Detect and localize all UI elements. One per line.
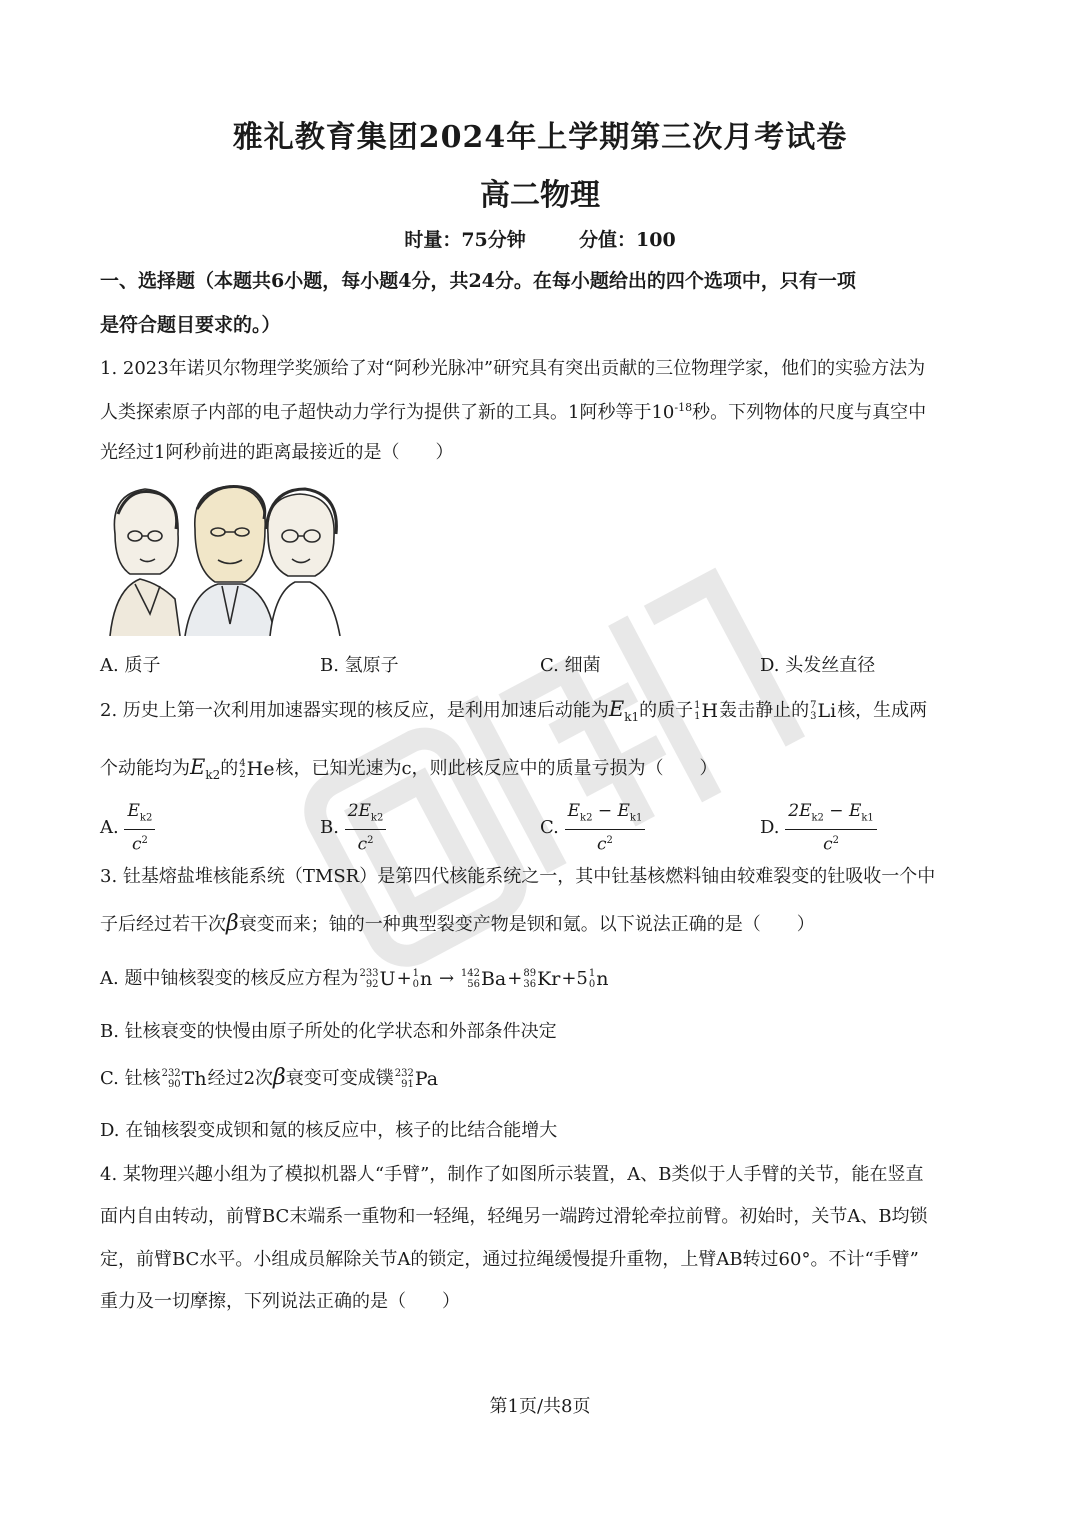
q3-plus-2: + [507,968,523,989]
q3-line1: 3. 钍基熔盐堆核能系统（TMSR）是第四代核能系统之一，其中钍基核燃料铀由较难裂变的钍吸收一个中 [100,866,936,887]
q2-line1 [100,696,927,724]
q1-option-d: D. 头发丝直径 [760,655,876,676]
q2-option-c-exp: 2 [606,835,613,847]
q3-option-c-text2: 经过2次 [207,1068,274,1089]
q2-option-c-sub2: k1 [629,812,643,824]
exam-meta [0,225,1080,252]
q3-neutron2-nuclide [589,968,609,990]
q4-line4: 重力及一切摩擦，下列说法正确的是（ ） [100,1291,460,1312]
q3-option-c [100,1064,439,1090]
q2-option-c-term2: − E [592,801,630,821]
q1-option-c: C. 细菌 [540,655,601,676]
q4-line1: 4. 某物理兴趣小组为了模拟机器人“手臂”，制作了如图所示装置，A、B类似于人手臂的关节，能在竖直 [100,1164,924,1185]
q3-uranium-mass: 233 [359,968,379,979]
q2-lithium-nuclide [810,700,836,722]
page-number: 第1页/共8页 [489,1396,591,1417]
q2-option-a-denominator: c [131,835,142,856]
q2-ek2-sub: k2 [205,768,221,783]
q2-ek2-symbol: E [190,755,206,779]
q3-protactinium-charge: 91 [401,1079,414,1090]
q2-option-c-label: C. [540,817,559,839]
q2-lithium-mass: 7 [810,700,817,711]
q3-neutron2-charge: 0 [588,979,596,990]
q2-line2 [100,754,718,782]
q3-option-c-text3: 衰变可变成镤 [285,1068,394,1089]
q3-option-a [100,964,610,990]
q3-protactinium-nuclide [395,1068,438,1090]
q3-thorium-mass: 232 [161,1068,181,1079]
q2-option-d-sub2: k1 [861,812,874,824]
exam-title: 雅礼教育集团2024年上学期第三次月考试卷 [232,120,848,155]
score-label: 分值：100 [579,229,676,251]
q2-option-a-exp: 2 [141,835,148,847]
q2-option-d-term2: − E [823,801,862,821]
q2-option-d-fraction [785,800,877,856]
q3-neutron-nuclide [413,968,433,990]
q3-option-a-text: A. 题中铀核裂变的核反应方程为 [100,968,359,989]
q2-option-c-term1: E [567,801,581,821]
q3-barium-mass: 142 [460,968,480,979]
q2-lithium-text: 轰击静止的 [719,700,810,721]
section-heading-line2: 是符合题目要求的。） [100,314,281,336]
q2-he-text: 的 [220,758,239,779]
q1-option-b: B. 氢原子 [320,655,399,676]
q1-line2-part1: 人类探索原子内部的电子超快动力学行为提供了新的工具。1阿秒等于10 [100,402,675,423]
q1-line1: 1. 2023年诺贝尔物理学奖颁给了对“阿秒光脉冲”研究具有突出贡献的三位物理学家，他们的实验方法为 [100,358,926,379]
q2-proton-charge: 1 [694,711,701,722]
q2-line2-end: 核，已知光速为c，则此核反应中的质量亏损为（ ） [275,758,718,779]
q2-option-c-fraction [565,800,646,856]
q2-ek2 [190,755,221,783]
q3-line2 [100,910,815,936]
q2-option-b [320,800,386,856]
q3-protactinium-symbol: Pa [414,1068,439,1090]
time-label: 时量：75分钟 [404,229,526,251]
q1-option-a: A. 质子 [100,655,161,676]
q2-option-c [540,800,645,856]
q2-helium-nuclide [239,758,274,780]
q2-option-a-sub: k2 [139,812,153,824]
q3-line2-text: 子后经过若干次 [100,914,226,935]
q3-neutron-symbol: n [420,968,433,990]
q2-ek1-sub: k1 [624,710,640,725]
q2-proton-nuclide [694,700,718,722]
q2-option-b-fraction [345,800,387,856]
q3-barium-nuclide [461,968,506,990]
q2-option-a-label: A. [100,817,119,839]
q4-line3: 定，前臂BC水平。小组成员解除关节A的锁定，通过拉绳缓慢提升重物，上臂AB转过60°。不计“手臂” [100,1249,919,1270]
q3-beta-symbol: β [226,911,239,936]
q3-neutron2-mass: 1 [588,968,596,979]
q2-line2-text: 个动能均为 [100,758,190,779]
q2-option-a-fraction [124,800,155,856]
q2-ek1-symbol: E [608,697,625,721]
q3-uranium-symbol: U [379,968,396,990]
q2-helium-charge: 2 [239,769,246,780]
q2-helium-symbol: He [246,758,275,780]
q2-option-d-exp: 2 [832,835,839,847]
q1-line3: 光经过1阿秒前进的距离最接近的是（ ） [100,442,454,463]
q3-uranium-nuclide [359,968,395,990]
q3-neutron-mass: 1 [412,968,420,979]
nobel-laureates-illustration [100,474,343,636]
q2-option-d-term1: 2E [788,801,812,821]
q2-option-b-exp: 2 [367,835,374,847]
portrait-left [110,489,180,636]
q3-beta-symbol-2: β [273,1065,286,1090]
q3-thorium-charge: 90 [167,1079,181,1090]
q1-exponent: -18 [674,401,693,414]
q2-option-c-denominator: c [597,835,607,856]
q3-option-c-text: C. 钍核 [100,1068,161,1089]
q3-protactinium-mass: 232 [394,1068,414,1079]
q3-barium-charge: 56 [467,979,480,990]
q2-option-d-denominator: c [823,835,833,856]
q2-line1-end: 核，生成两 [837,700,928,721]
q3-krypton-mass: 89 [523,968,537,979]
q2-option-a [100,800,155,856]
q2-ek1 [608,697,640,725]
q1-line2-part2: 秒。下列物体的尺度与真空中 [692,402,927,423]
q2-option-b-label: B. [320,817,339,839]
q3-plus-3: +5 [561,968,588,989]
q3-uranium-charge: 92 [365,979,379,990]
q2-lithium-charge: 3 [810,711,817,722]
q2-option-b-numerator: 2E [347,801,371,821]
q2-proton-mass: 1 [694,700,701,711]
q2-lithium-symbol: Li [817,700,837,722]
q3-barium-symbol: Ba [480,968,507,990]
q2-option-d-sub1: k2 [811,812,824,824]
q3-krypton-symbol: Kr [537,968,561,990]
exam-subject: 高二物理 [480,178,600,213]
q2-option-a-numerator: E [127,801,140,821]
q2-option-b-denominator: c [357,835,368,856]
q3-option-b: B. 钍核衰变的快慢由原子所处的化学状态和外部条件决定 [100,1021,557,1042]
q3-neutron2-symbol: n [596,968,609,990]
q2-option-c-sub1: k2 [580,812,593,824]
portrait-right [266,489,340,636]
q3-option-d: D. 在铀核裂变成钡和氪的核反应中，核子的比结合能增大 [100,1120,558,1141]
q2-option-d [760,800,877,856]
q3-thorium-symbol: Th [181,1068,207,1090]
q2-proton-symbol: H [701,700,719,722]
q3-plus-1: + [396,968,412,989]
q2-option-d-label: D. [760,817,780,839]
q3-line2-end: 衰变而来；铀的一种典型裂变产物是钡和氪。以下说法正确的是（ ） [238,914,815,935]
q3-neutron-charge: 0 [412,979,420,990]
q2-option-b-sub: k2 [370,812,384,824]
q2-helium-mass: 4 [239,758,246,769]
q2-proton-text: 的质子 [639,700,694,721]
q3-thorium-nuclide [162,1068,207,1090]
q2-line1-text: 2. 历史上第一次利用加速器实现的核反应，是利用加速后动能为 [100,700,609,721]
q3-arrow: → [439,968,455,989]
q3-krypton-nuclide [523,968,560,990]
q3-krypton-charge: 36 [523,979,537,990]
q1-line2 [100,398,926,424]
q4-line2: 面内自由转动，前臂BC末端系一重物和一轻绳，轻绳另一端跨过滑轮牵拉前臂。初始时，关节A、B均锁 [100,1206,928,1227]
section-heading-line1: 一、选择题（本题共6小题，每小题4分，共24分。在每小题给出的四个选项中，只有一项 [100,270,856,292]
